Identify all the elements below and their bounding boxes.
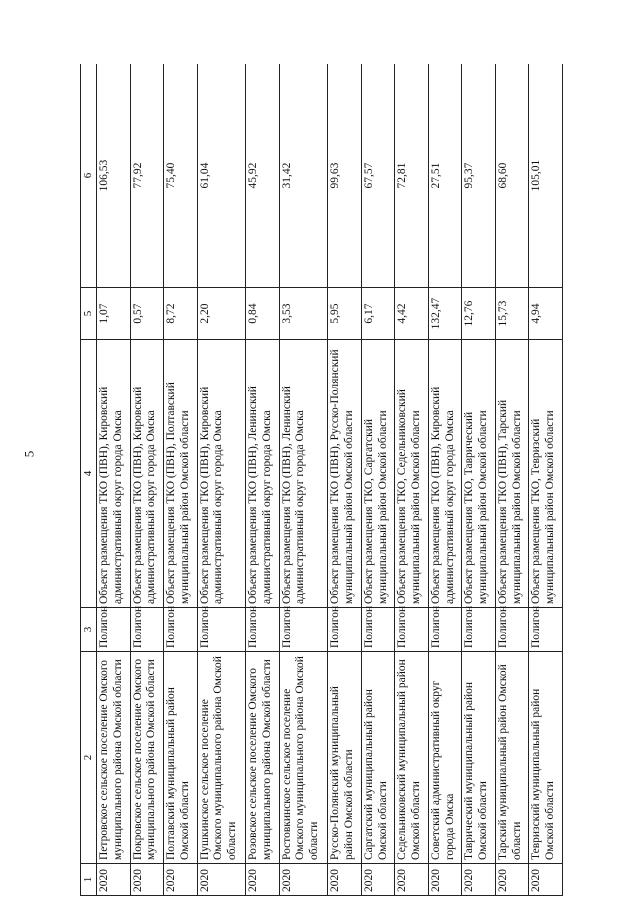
value6-cell: 67,57 [361, 64, 395, 288]
object-cell: Объект размещения ТКО (ПВН), Кировский административный округ города Омска [130, 340, 164, 608]
municipality-cell: Тевризский муниципальный район Омской области [529, 652, 563, 864]
table-row [361, 64, 395, 896]
year-cell: 2020 [246, 864, 280, 896]
header-cell: 3 [81, 608, 97, 652]
municipality-cell: Покровское сельское поселение Омского муниципального района Омской области [130, 652, 164, 864]
table-row [97, 64, 131, 896]
municipality-cell: Тарский муниципальный район Омской области [495, 652, 529, 864]
year-cell: 2020 [97, 864, 131, 896]
page-number: 5 [21, 450, 37, 458]
value5-cell: 0,84 [246, 288, 280, 340]
year-cell: 2020 [279, 864, 328, 896]
table-row [197, 64, 246, 896]
object-type-cell: Полигон [361, 608, 395, 652]
object-type-cell: Полигон [130, 608, 164, 652]
object-type-cell: Полигон [395, 608, 429, 652]
value5-cell: 2,20 [197, 288, 246, 340]
value5-cell: 132,47 [428, 288, 462, 340]
header-cell: 1 [81, 864, 97, 896]
object-cell: Объект размещения ТКО (ПВН), Русско-Полянский муниципальный район Омской области [328, 340, 362, 608]
object-cell: Объект размещения ТКО, Таврический муниципальный район Омской области [462, 340, 496, 608]
municipality-cell: Петровское сельское поселение Омского муниципального района Омской области [97, 652, 131, 864]
table-row [246, 64, 280, 896]
object-cell: Объект размещения ТКО (ПВН), Кировский административный округ города Омска [197, 340, 246, 608]
value5-cell: 4,94 [529, 288, 563, 340]
municipality-cell: Русско-Полянский муниципальный район Омской области [328, 652, 362, 864]
value6-cell: 31,42 [279, 64, 328, 288]
table-row [529, 64, 563, 896]
object-cell: Объект размещения ТКО, Седельниковский муниципальный район Омской области [395, 340, 429, 608]
value6-cell: 99,63 [328, 64, 362, 288]
table-row [130, 64, 164, 896]
value5-cell: 15,73 [495, 288, 529, 340]
header-cell: 2 [81, 652, 97, 864]
table-row [428, 64, 462, 896]
year-cell: 2020 [529, 864, 563, 896]
table-row [328, 64, 362, 896]
header-cell: 5 [81, 288, 97, 340]
object-type-cell: Полигон [495, 608, 529, 652]
value6-cell: 106,53 [97, 64, 131, 288]
value5-cell: 1,07 [97, 288, 131, 340]
municipality-cell: Розовское сельское поселение Омского муниципального района Омской области [246, 652, 280, 864]
header-cell: 6 [81, 64, 97, 288]
object-type-cell: Полигон [197, 608, 246, 652]
object-type-cell: Полигон [246, 608, 280, 652]
value5-cell: 6,17 [361, 288, 395, 340]
value5-cell: 0,57 [130, 288, 164, 340]
year-cell: 2020 [130, 864, 164, 896]
value6-cell: 27,51 [428, 64, 462, 288]
header-cell: 4 [81, 340, 97, 608]
value5-cell: 4,42 [395, 288, 429, 340]
object-type-cell: Полигон [97, 608, 131, 652]
year-cell: 2020 [197, 864, 246, 896]
value6-cell: 45,92 [246, 64, 280, 288]
value6-cell: 75,40 [164, 64, 198, 288]
year-cell: 2020 [462, 864, 496, 896]
table-row [462, 64, 496, 896]
year-cell: 2020 [428, 864, 462, 896]
year-cell: 2020 [495, 864, 529, 896]
municipality-cell: Таврический муниципальный район Омской области [462, 652, 496, 864]
object-type-cell: Полигон [164, 608, 198, 652]
waste-object-table [80, 64, 563, 896]
object-type-cell: Полигон [462, 608, 496, 652]
municipality-cell: Полтавский муниципальный район Омской области [164, 652, 198, 864]
value5-cell: 12,76 [462, 288, 496, 340]
table-container [80, 64, 563, 896]
value6-cell: 95,37 [462, 64, 496, 288]
value6-cell: 105,01 [529, 64, 563, 288]
table-header-row [81, 64, 97, 896]
object-type-cell: Полигон [279, 608, 328, 652]
object-cell: Объект размещения ТКО (ПВН), Кировский административный округ города Омска [97, 340, 131, 608]
year-cell: 2020 [395, 864, 429, 896]
table-row [395, 64, 429, 896]
year-cell: 2020 [361, 864, 395, 896]
object-type-cell: Полигон [428, 608, 462, 652]
year-cell: 2020 [164, 864, 198, 896]
municipality-cell: Седельниковский муниципальный район Омской области [395, 652, 429, 864]
table-row [495, 64, 529, 896]
object-cell: Объект размещения ТКО (ПВН), Ленинский административный округ города Омска [246, 340, 280, 608]
object-cell: Объект размещения ТКО (ПВН), Кировский административный округ города Омска [428, 340, 462, 608]
object-cell: Объект размещения ТКО (ПВН), Полтавский муниципальный район Омской области [164, 340, 198, 608]
object-type-cell: Полигон [529, 608, 563, 652]
object-cell: Объект размещения ТКО, Тевризский муниципальный район Омской области [529, 340, 563, 608]
object-type-cell: Полигон [328, 608, 362, 652]
value5-cell: 8,72 [164, 288, 198, 340]
value6-cell: 77,92 [130, 64, 164, 288]
value5-cell: 5,95 [328, 288, 362, 340]
table-row [164, 64, 198, 896]
municipality-cell: Советский административный округ города Омска [428, 652, 462, 864]
municipality-cell: Ростовкинское сельское поселение Омского муниципального района Омской области [279, 652, 328, 864]
value6-cell: 72,81 [395, 64, 429, 288]
year-cell: 2020 [328, 864, 362, 896]
municipality-cell: Пушкинское сельское поселение Омского муниципального района Омской области [197, 652, 246, 864]
table-row [279, 64, 328, 896]
municipality-cell: Саргатский муниципальный район Омской области [361, 652, 395, 864]
value6-cell: 61,04 [197, 64, 246, 288]
value6-cell: 68,60 [495, 64, 529, 288]
object-cell: Объект размещения ТКО, Саргатский муниципальный район Омской области [361, 340, 395, 608]
value5-cell: 3,53 [279, 288, 328, 340]
object-cell: Объект размещения ТКО (ПВН), Тарский муниципальный район Омской области [495, 340, 529, 608]
object-cell: Объект размещения ТКО (ПВН), Ленинский административный округ города Омска [279, 340, 328, 608]
